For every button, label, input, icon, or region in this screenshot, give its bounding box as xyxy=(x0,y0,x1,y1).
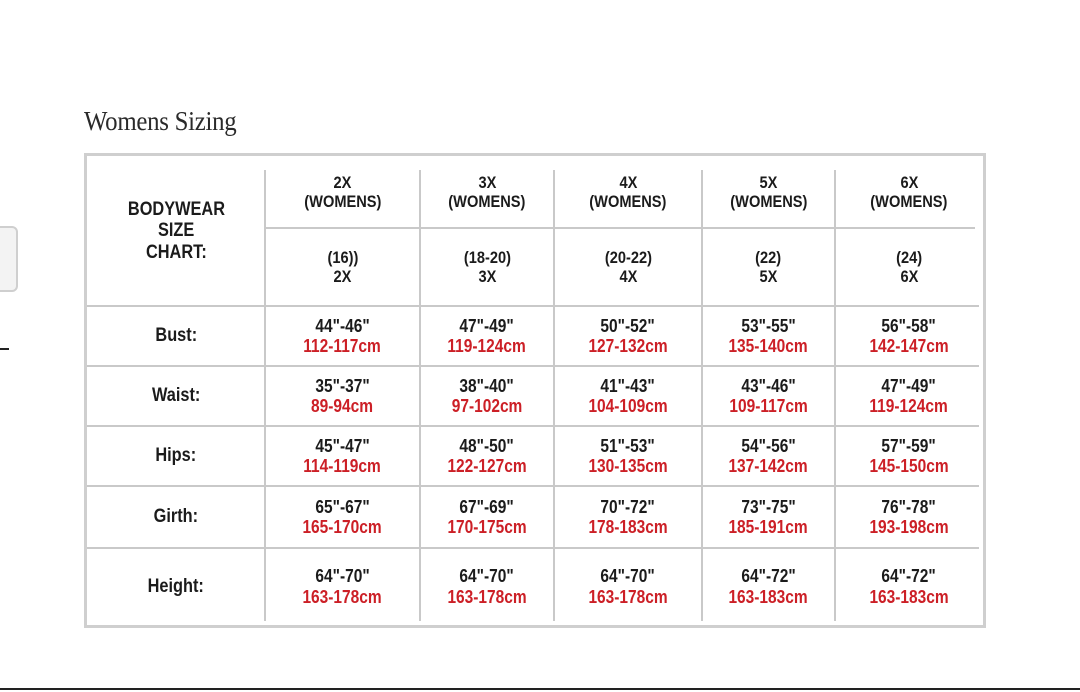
size-chart-table xyxy=(84,153,986,628)
inch-value: 47"-49" xyxy=(459,315,515,336)
cm-value: 114-119cm xyxy=(303,456,382,476)
numeric-size: (18-20) xyxy=(463,247,511,267)
column-divider xyxy=(553,170,555,621)
inch-value: 64"-72" xyxy=(741,566,796,587)
size-name: 5X xyxy=(759,172,778,192)
measurement-cell xyxy=(554,306,702,366)
row-divider xyxy=(87,547,979,549)
row-label-text: Height: xyxy=(147,575,205,597)
edge-dash xyxy=(0,348,9,350)
measurement-cell xyxy=(702,486,835,548)
cm-value: 163-183cm xyxy=(869,586,949,607)
row-label xyxy=(87,426,265,486)
cm-value: 109-117cm xyxy=(729,396,808,416)
cm-value: 165-170cm xyxy=(302,517,383,537)
size-name: 6X xyxy=(900,172,918,192)
numeric-size: (22) xyxy=(755,247,782,267)
cm-value: 163-178cm xyxy=(588,586,668,607)
cm-value: 130-135cm xyxy=(588,456,668,476)
size-code: 4X xyxy=(619,267,637,286)
cm-value: 119-124cm xyxy=(869,396,949,416)
cm-value: 163-183cm xyxy=(728,586,809,607)
cm-value: 185-191cm xyxy=(728,517,809,537)
row-label-text: Bust: xyxy=(155,325,197,347)
row-label xyxy=(87,548,265,625)
inch-value: 43"-46" xyxy=(741,375,796,396)
inch-value: 53"-55" xyxy=(741,315,796,336)
measurement-cell xyxy=(835,486,983,548)
measurement-cell xyxy=(554,426,702,486)
inch-value: 64"-72" xyxy=(881,566,937,587)
row-label-text: Waist: xyxy=(151,385,201,407)
numeric-size: (24) xyxy=(895,247,922,267)
inch-value: 70"-72" xyxy=(600,496,656,517)
header-divider xyxy=(265,227,975,229)
cm-value: 127-132cm xyxy=(588,336,668,356)
cm-value: 163-178cm xyxy=(302,586,383,607)
cm-value: 97-102cm xyxy=(451,396,523,416)
corner-label-line: CHART: xyxy=(145,241,207,263)
cm-value: 112-117cm xyxy=(303,336,382,356)
cm-value: 142-147cm xyxy=(869,336,949,356)
cm-value: 137-142cm xyxy=(728,456,809,476)
column-divider xyxy=(701,170,703,621)
size-sub: (WOMENS) xyxy=(589,192,667,211)
inch-value: 76"-78" xyxy=(881,496,937,517)
measurement-cell xyxy=(835,548,983,625)
measurement-cell xyxy=(554,486,702,548)
row-label xyxy=(87,306,265,366)
inch-value: 54"-56" xyxy=(741,435,796,456)
page-title: Womens Sizing xyxy=(84,106,237,136)
column-header-3x xyxy=(420,156,554,228)
row-label-text: Girth: xyxy=(153,506,199,528)
row-divider xyxy=(87,485,979,487)
numeric-size: (16)) xyxy=(327,247,358,267)
row-divider xyxy=(87,365,979,367)
row-divider xyxy=(87,305,979,307)
measurement-cell xyxy=(420,548,554,625)
size-sub: (WOMENS) xyxy=(448,192,526,211)
numeric-size: (20-22) xyxy=(604,247,652,267)
measurement-cell xyxy=(420,366,554,426)
measurement-cell xyxy=(265,426,420,486)
inch-value: 64"-70" xyxy=(315,566,370,587)
size-sub: (WOMENS) xyxy=(303,192,382,211)
cm-value: 135-140cm xyxy=(728,336,809,356)
size-code: 3X xyxy=(478,267,496,286)
measurement-cell xyxy=(835,366,983,426)
corner-label-line: SIZE xyxy=(157,220,195,242)
cm-value: 163-178cm xyxy=(447,586,527,607)
cm-value: 122-127cm xyxy=(447,456,527,476)
size-code: 5X xyxy=(759,267,778,286)
size-name: 2X xyxy=(333,172,352,192)
inch-value: 35"-37" xyxy=(315,375,370,396)
column-divider xyxy=(834,170,836,621)
inch-value: 48"-50" xyxy=(459,435,515,456)
column-header-6x xyxy=(835,156,983,228)
cm-value: 104-109cm xyxy=(588,396,668,416)
inch-value: 64"-70" xyxy=(600,566,656,587)
column-header-4x xyxy=(554,156,702,228)
measurement-cell xyxy=(554,366,702,426)
cm-value: 145-150cm xyxy=(869,456,949,476)
corner-label-line: BODYWEAR xyxy=(127,199,225,221)
cm-value: 170-175cm xyxy=(447,517,527,537)
inch-value: 38"-40" xyxy=(459,375,515,396)
measurement-cell xyxy=(265,548,420,625)
inch-value: 51"-53" xyxy=(600,435,656,456)
numeric-size-4x xyxy=(554,228,702,306)
row-divider xyxy=(87,425,979,427)
cm-value: 193-198cm xyxy=(869,517,949,537)
cm-value: 119-124cm xyxy=(447,336,527,356)
column-divider xyxy=(264,170,266,621)
inch-value: 64"-70" xyxy=(459,566,515,587)
numeric-size-3x xyxy=(420,228,554,306)
measurement-cell xyxy=(702,426,835,486)
inch-value: 41"-43" xyxy=(600,375,656,396)
inch-value: 65"-67" xyxy=(315,496,370,517)
inch-value: 44"-46" xyxy=(315,315,370,336)
measurement-cell xyxy=(835,306,983,366)
column-header-5x xyxy=(702,156,835,228)
inch-value: 50"-52" xyxy=(600,315,656,336)
column-divider xyxy=(419,170,421,621)
size-sub: (WOMENS) xyxy=(729,192,808,211)
edge-fragment xyxy=(0,226,18,292)
size-code: 2X xyxy=(333,267,352,286)
size-name: 4X xyxy=(619,172,637,192)
numeric-size-6x xyxy=(835,228,983,306)
measurement-cell xyxy=(265,486,420,548)
row-label-text: Hips: xyxy=(155,445,197,467)
inch-value: 45"-47" xyxy=(315,435,370,456)
numeric-size-2x xyxy=(265,228,420,306)
measurement-cell xyxy=(835,426,983,486)
inch-value: 57"-59" xyxy=(881,435,937,456)
measurement-cell xyxy=(554,548,702,625)
corner-label xyxy=(87,156,265,306)
measurement-cell xyxy=(702,366,835,426)
row-label xyxy=(87,366,265,426)
measurement-cell xyxy=(420,306,554,366)
row-label xyxy=(87,486,265,548)
inch-value: 47"-49" xyxy=(881,375,937,396)
size-sub: (WOMENS) xyxy=(870,192,948,211)
inch-value: 73"-75" xyxy=(741,496,796,517)
inch-value: 67"-69" xyxy=(459,496,515,517)
bottom-rule xyxy=(0,688,1080,690)
measurement-cell xyxy=(265,306,420,366)
cm-value: 178-183cm xyxy=(588,517,668,537)
inch-value: 56"-58" xyxy=(881,315,937,336)
measurement-cell xyxy=(702,548,835,625)
measurement-cell xyxy=(420,486,554,548)
column-header-2x xyxy=(265,156,420,228)
size-code: 6X xyxy=(900,267,918,286)
numeric-size-5x xyxy=(702,228,835,306)
size-name: 3X xyxy=(478,172,496,192)
measurement-cell xyxy=(265,366,420,426)
measurement-cell xyxy=(420,426,554,486)
cm-value: 89-94cm xyxy=(311,396,374,416)
measurement-cell xyxy=(702,306,835,366)
